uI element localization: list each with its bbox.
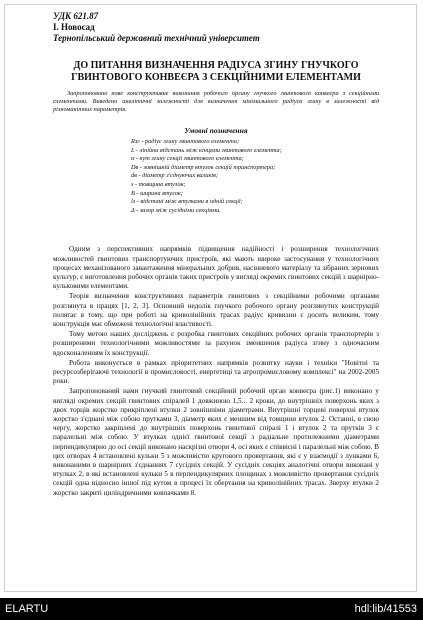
notation-item: lз - відстані між втулками в одній секції; bbox=[131, 198, 243, 206]
paper-title: ДО ПИТАННЯ ВИЗНАЧЕННЯ РАДІУСА ЗГИНУ ГНУЧКОГО ГВИНТОВОГО КОНВЕЄРА З СЕКЦІЙНИМИ ЕЛЕМЕНТАМИ bbox=[71, 60, 361, 83]
notation-item: Dв - зовнішній діаметр втулок секцій транспортера; bbox=[131, 163, 276, 171]
notation-item: s - товщина втулок; bbox=[131, 180, 186, 188]
notation-list bbox=[131, 138, 379, 215]
body-paragraph: Запропонований нами гнучкий гвинтовий секційний робочий орган конвеєра (рис.1) виконано у вигляді окремих секцій гвинтових спіралей 1 довжиною 1,5... 2 кроки, до внутрішніх поверхонь яких з двох торців жорстко прикріплені втулки 2 зовнішніми діаметрами. Внутрішні торцеві поверхні втулок жорстко з'єднані між собою прутками 3, діаметр яких є меншим від товщини втулок 2. Останні, в свою чергу, жорстко закріплені до внутрішніх поверхонь гвинтової спіралі 1 і втулок 2 та прутків 3 є паралельні між собою. У втулках однієї гвинтової секції з радіальне протилежними діаметрами перпендикулярно до осі секції виконано наскрізні отвори 4, осі яких є співвісні і паралельні між собою. В цих отворах 4 встановлені кульки 5 з можливістю кругового провертання, які є у взаємодії з лунками 6, виконаними в шарнірних з'єднаннях 7 сусідніх секцій. У сусідніх секціях аналогічні отвори виконані у втулках 2, в які встановлені кульки 5 в перпендикулярних площинах з можливістю провертання сусідніх секцій одна відносно іншої під кутом в процесі їх обертання на криволінійних трасах. Зверху втулки 2 жорстко закриті циліндричними ковпачками 8. bbox=[53, 387, 379, 497]
abstract: Запропоновано нове конструктивне виконання робочого органу гнучкого гвинтового конвеєра з секційними елементами. Виведено аналітичні залежності для визначення мінімального радіуса згину в залежності від різноманітних параметрів. bbox=[53, 90, 379, 113]
footer-repository-label: ELARTU bbox=[5, 603, 49, 615]
body-paragraph: Одним з перспективних напрямків підвищення надійності і розширення технологічних можливостей гвинтових транспортуючих пристроїв, які мають широке застосування у технологічних процесах механізованого завантаження мінеральних добрив, насінневого матеріалу та зібраних зернових культур, є виготовлення робочих органів таких пристроїв у вигляді окремих гвинтових секцій з шарнірно-кульковими елементами. bbox=[53, 245, 379, 291]
paper-content bbox=[53, 11, 379, 499]
footer-handle: hdl:lib/41553 bbox=[354, 603, 417, 615]
body-paragraph: Теорія визначення конструктивних параметрів гвинтових з секційними робочими органами розглянута в працях [1, 2, 3]. Основний недолік гнучкого робочого органу розглянутих конструкцій полягає в тому, що при роботі на криволінійних трасах радіус кривизни є досить великим, тому конструкція має обмежені технологічні властивості. bbox=[53, 292, 379, 328]
notation-item: dв - діаметр з'єднуючих валиків; bbox=[131, 172, 219, 180]
notation-heading: Умовні позначення bbox=[184, 126, 248, 135]
author-name: І. Новосад bbox=[53, 22, 95, 32]
udk-code: УДК 621.87 bbox=[53, 11, 99, 21]
notation-item: Rзг - радіус згину гвинтового елемента; bbox=[131, 138, 240, 145]
affiliation: Тернопільський державний технічний університет bbox=[53, 33, 260, 43]
notation-item: α - кут згину секції гвинтового елемента; bbox=[131, 155, 244, 163]
footer-bar bbox=[0, 598, 423, 620]
body-paragraph: Робота виконується в рамках пріоритетних напрямків розвитку науки і техніки "Новітні та ресурсозберігаючі технології в промисловості, енергетиці та агропромисловому комплексі" на 2002-2005 роки. bbox=[53, 358, 379, 386]
notation-item: Δ - зазор між сусідніми секціями. bbox=[131, 206, 221, 214]
body-paragraph: Тому метою наших досліджень є розробка гвинтових секційних робочих органів транспортерів з розширеними технологічними можливостями за рахунок зменшення радіуса згину з одночасним вдосконаленням їх конструкції. bbox=[53, 330, 379, 357]
paper-page bbox=[4, 4, 417, 592]
notation-item: B - ширина втулок; bbox=[131, 189, 183, 197]
body-text bbox=[53, 245, 379, 497]
notation-item: L - лінійна відстань між кінцями гвинтового елемента; bbox=[131, 146, 282, 154]
